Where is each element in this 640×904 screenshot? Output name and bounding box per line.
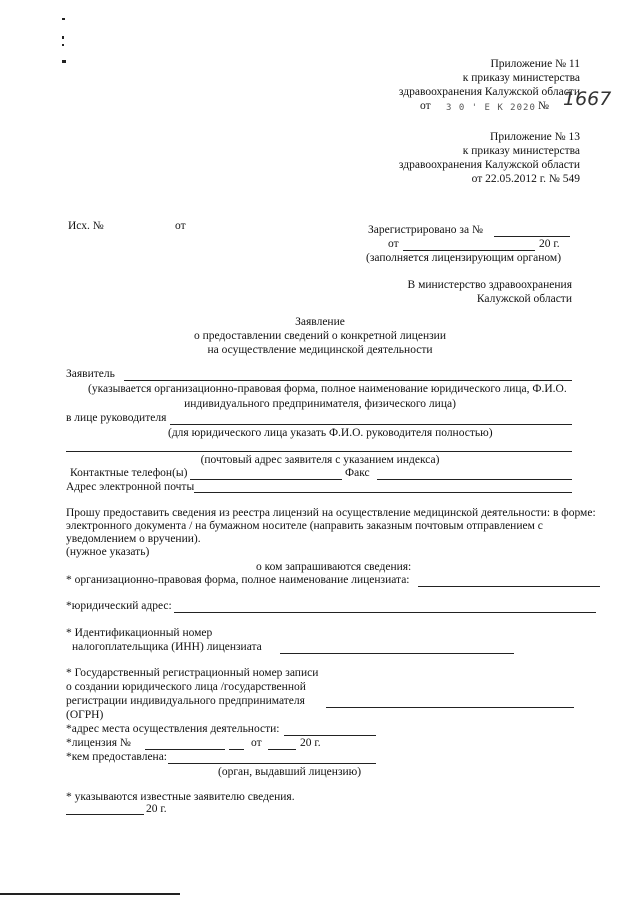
- margin-mark: [62, 60, 66, 63]
- appendix11-line2: к приказу министерства: [462, 72, 580, 84]
- applicant-hint-1: (указывается организационно-правовая форма, полное наименование юридического лица, Ф.И.О.: [88, 383, 567, 395]
- registration-note: (заполняется лицензирующим органом): [366, 252, 562, 264]
- appendix13-line4: от 22.05.2012 г. № 549: [471, 173, 580, 185]
- appendix11-date-stamp: 3 0 ' Е К 2020: [446, 103, 536, 113]
- issued-by-field[interactable]: [168, 763, 376, 764]
- email-field[interactable]: [194, 492, 572, 493]
- document-subtitle-2: на осуществление медицинской деятельности: [207, 344, 433, 356]
- inn-label-1: * Идентификационный номер: [66, 627, 213, 639]
- footer-rule: [0, 893, 180, 895]
- fax-label: Факс: [345, 467, 370, 479]
- registration-from-label: от: [388, 238, 399, 250]
- appendix13-line2: к приказу министерства: [462, 145, 580, 157]
- margin-mark: [62, 44, 64, 46]
- inn-field[interactable]: [280, 653, 514, 654]
- applicant-hint-2: индивидуального предпринимателя, физического лица): [184, 398, 456, 410]
- license-date-field[interactable]: [268, 749, 296, 750]
- legal-address-label: *юридический адрес:: [66, 600, 172, 612]
- activity-address-field[interactable]: [284, 735, 376, 736]
- document-title: Заявление: [295, 316, 345, 328]
- appendix11-date-prefix: от: [420, 100, 431, 112]
- head-hint: (для юридического лица указать Ф.И.О. руководителя полностью): [168, 427, 493, 439]
- email-label: Адрес электронной почты: [66, 481, 195, 493]
- registration-year: 20 г.: [539, 238, 560, 250]
- appendix11-number-handwritten: 1667: [563, 88, 612, 110]
- issued-by-label: *кем предоставлена:: [66, 751, 168, 763]
- registration-date-field[interactable]: [403, 250, 535, 251]
- addressee-line2: Калужской области: [476, 293, 572, 305]
- margin-mark: [62, 18, 65, 20]
- document-subtitle-1: о предоставлении сведений о конкретной лицензии: [193, 330, 446, 342]
- fax-field[interactable]: [377, 479, 572, 480]
- request-line-4: (нужное указать): [66, 546, 150, 558]
- activity-address-label: *адрес места осуществления деятельности:: [66, 723, 280, 735]
- request-line-2: электронного документа / на бумажном носителе (направить заказным почтовым отправлением с: [66, 520, 543, 532]
- license-number-field-2[interactable]: [229, 749, 244, 750]
- appendix13-line3: здравоохранения Калужской области: [398, 159, 580, 171]
- licensee-heading: о ком запрашиваются сведения:: [256, 561, 412, 573]
- phone-label: Контактные телефон(ы): [70, 467, 188, 479]
- postal-address-hint: (почтовый адрес заявителя с указанием индекса): [200, 454, 440, 466]
- registration-number-field[interactable]: [494, 236, 570, 237]
- postal-address-field[interactable]: [66, 451, 572, 452]
- footer-note: * указываются известные заявителю сведения.: [66, 791, 295, 803]
- request-line-3: уведомлением о вручении).: [66, 533, 201, 545]
- ogrn-label-3: регистрации индивидуального предпринимателя: [66, 695, 305, 707]
- signature-date-year: 20 г.: [146, 803, 167, 815]
- ogrn-label-4: (ОГРН): [66, 709, 104, 721]
- ogrn-field[interactable]: [326, 707, 574, 708]
- signature-date-field[interactable]: [66, 814, 144, 815]
- outgoing-date-label: от: [175, 220, 186, 232]
- ogrn-label-2: о создании юридического лица /государственной: [66, 681, 306, 693]
- request-line-1: Прошу предоставить сведения из реестра лицензий на осуществление медицинской деятельности: в форме:: [66, 507, 596, 519]
- appendix11-line1: Приложение № 11: [490, 58, 580, 70]
- applicant-label: Заявитель: [66, 368, 115, 380]
- registration-label: Зарегистрировано за №: [368, 224, 483, 236]
- outgoing-number-label: Исх. №: [68, 220, 104, 232]
- inn-label-2: налогоплательщика (ИНН) лицензиата: [72, 641, 262, 653]
- issued-by-hint: (орган, выдавший лицензию): [218, 766, 362, 778]
- head-field[interactable]: [170, 424, 572, 425]
- org-form-field[interactable]: [418, 586, 600, 587]
- applicant-field[interactable]: [124, 380, 572, 381]
- appendix11-number-prefix: №: [538, 100, 549, 112]
- appendix13-line1: Приложение № 13: [490, 131, 580, 143]
- appendix11-line3: здравоохранения Калужской области: [398, 86, 580, 98]
- ogrn-label-1: * Государственный регистрационный номер записи: [66, 667, 319, 679]
- legal-address-field[interactable]: [174, 612, 596, 613]
- license-from-label: от: [251, 737, 262, 749]
- head-label: в лице руководителя: [66, 412, 167, 424]
- license-year: 20 г.: [300, 737, 321, 749]
- phone-field[interactable]: [190, 479, 342, 480]
- addressee-line1: В министерство здравоохранения: [407, 279, 572, 291]
- org-form-label: * организационно-правовая форма, полное наименование лицензиата:: [66, 574, 410, 586]
- margin-mark: [62, 36, 64, 39]
- license-number-field[interactable]: [145, 749, 225, 750]
- license-number-label: *лицензия №: [66, 737, 131, 749]
